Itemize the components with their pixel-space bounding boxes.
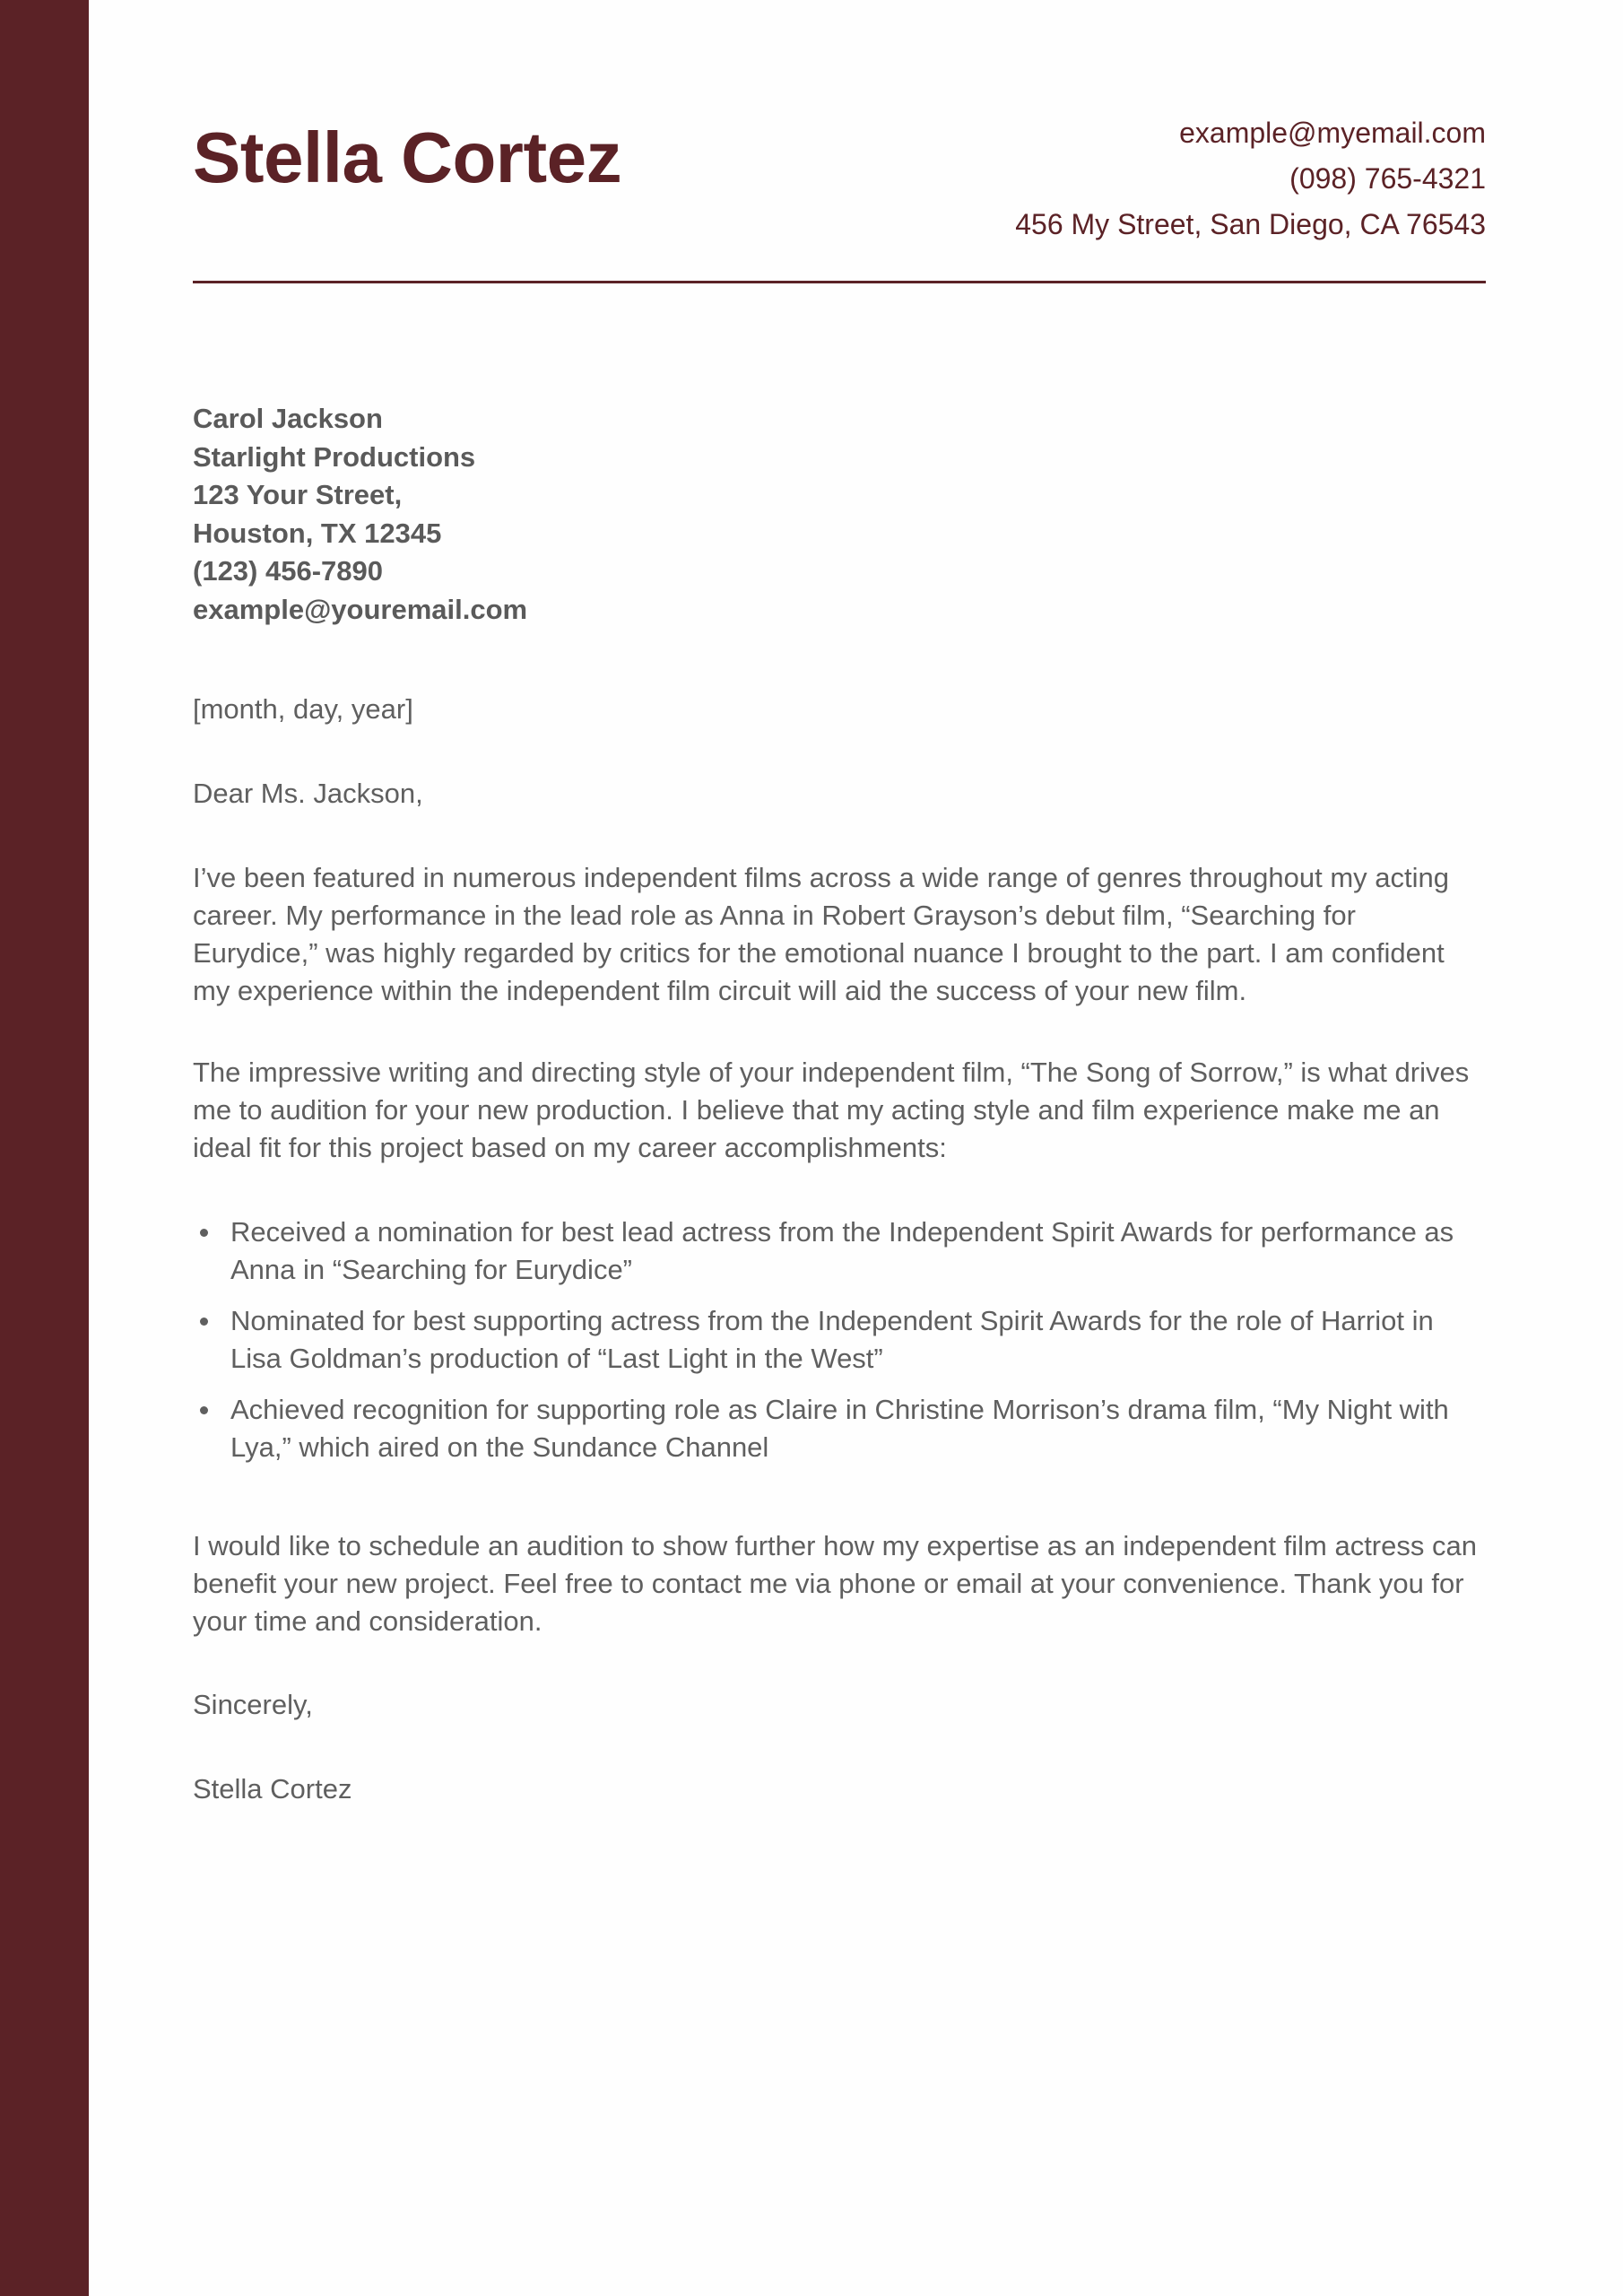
letter-date: [month, day, year] [193,693,413,725]
letter-signature: Stella Cortez [193,1773,352,1805]
recipient-email: example@youremail.com [193,593,528,625]
header-divider [193,281,1486,283]
list-item-text: Nominated for best supporting actress from the Independent Spirit Awards for the role of Harriot in Lisa Goldman’s production of “Last Light in the West” [230,1305,1434,1374]
list-item [193,1391,1486,1466]
recipient-street: 123 Your Street, [193,479,403,510]
recipient-phone: (123) 456-7890 [193,555,383,587]
recipient-block [193,400,527,629]
letter-paragraph: The impressive writing and directing style of your independent film, “The Song of Sorrow,” is what drives me to audition for your new production. I believe that my acting style and film experience make me an ideal fit for this project based on my career accomplishments: [193,1057,1470,1163]
sender-phone: (098) 765-4321 [1289,162,1486,195]
list-item-text: Achieved recognition for supporting role as Claire in Christine Morrison’s drama film, “My Night with Lya,” which aired on the Sundance Channel [230,1394,1449,1463]
list-item [193,1213,1486,1289]
sender-email: example@myemail.com [1179,117,1486,149]
letter-closing: Sincerely, [193,1689,313,1720]
recipient-company: Starlight Productions [193,440,476,473]
list-item [193,1302,1486,1378]
accent-side-bar [0,0,89,2296]
sender-contact-block [1015,110,1486,248]
letter-paragraph: I’ve been featured in numerous independent films across a wide range of genres throughout my acting career. My performance in the lead role as Anna in Robert Grayson’s debut film, “Searching for Eurydice,” was highly regarded by critics for the emotional nuance I brought to the part. I am confident my experience within the independent film circuit will aid the success of your new film. [193,862,1450,1006]
recipient-city: Houston, TX 12345 [193,517,442,549]
bullet-icon [200,1229,208,1237]
letter-paragraph: I would like to schedule an audition to show further how my expertise as an independent film actress can benefit your new project. Feel free to contact me via phone or email at your convenience. Thank you for your time and consideration. [193,1530,1477,1637]
letter-salutation: Dear Ms. Jackson, [193,778,423,809]
sender-address: 456 My Street, San Diego, CA 76543 [1015,208,1486,240]
bullet-icon [200,1406,208,1414]
list-item-text: Received a nomination for best lead actress from the Independent Spirit Awards for performance as Anna in “Searching for Eurydice” [230,1216,1454,1285]
accomplishments-list [193,1213,1486,1480]
bullet-icon [200,1318,208,1326]
sender-name: Stella Cortez [193,117,622,197]
recipient-name: Carol Jackson [193,403,383,434]
